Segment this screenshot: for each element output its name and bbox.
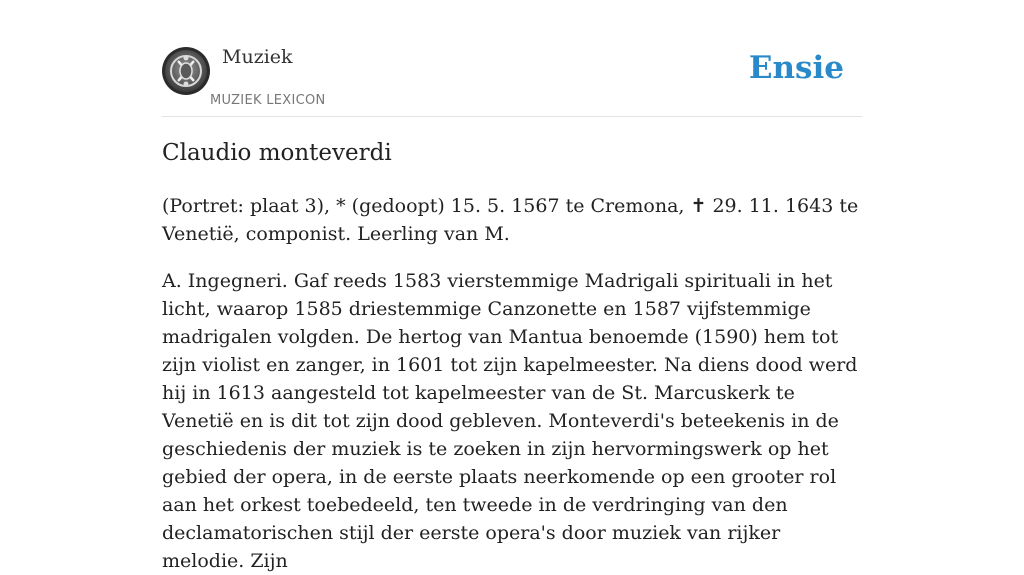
entry-title: Claudio monteverdi <box>162 140 392 166</box>
source-subtitle[interactable]: MUZIEK LEXICON <box>210 93 326 108</box>
source-title[interactable]: Muziek <box>222 46 293 68</box>
entry-paragraph: (Portret: plaat 3), * (gedoopt) 15. 5. 1567 te Cremona, ✝ 29. 11. 1643 te Venetië, componist. Leerling van M. <box>162 195 859 245</box>
entry-paragraph: A. Ingegneri. Gaf reeds 1583 vierstemmige Madrigali spirituali in het licht, waarop 1585 driestemmige Canzonette en 1587 vijfstemmige madrigalen volgden. De hertog van Mantua benoemde (1590) hem tot zijn violist en zanger, in 1601 tot zijn kapelmeester. Na diens dood werd hij in 1613 aangesteld tot kapelmeester van de St. Marcuskerk te Venetië en is dit tot zijn dood gebleven. Monteverdi's beteekenis in de geschiedenis der muziek is te zoeken in zijn hervormingswerk op het gebied der opera, in de eerste plaats neerkomende op een grooter rol aan het orkest toebedeeld, ten tweede in de verdringing van den declamatorischen stijl der eerste opera's door muziek van rijker melodie. Zijn <box>162 270 858 572</box>
page-container <box>162 0 862 572</box>
music-emblem-icon[interactable] <box>162 47 210 95</box>
brand-logo[interactable]: Ensie <box>748 50 844 86</box>
source-header <box>162 0 862 117</box>
